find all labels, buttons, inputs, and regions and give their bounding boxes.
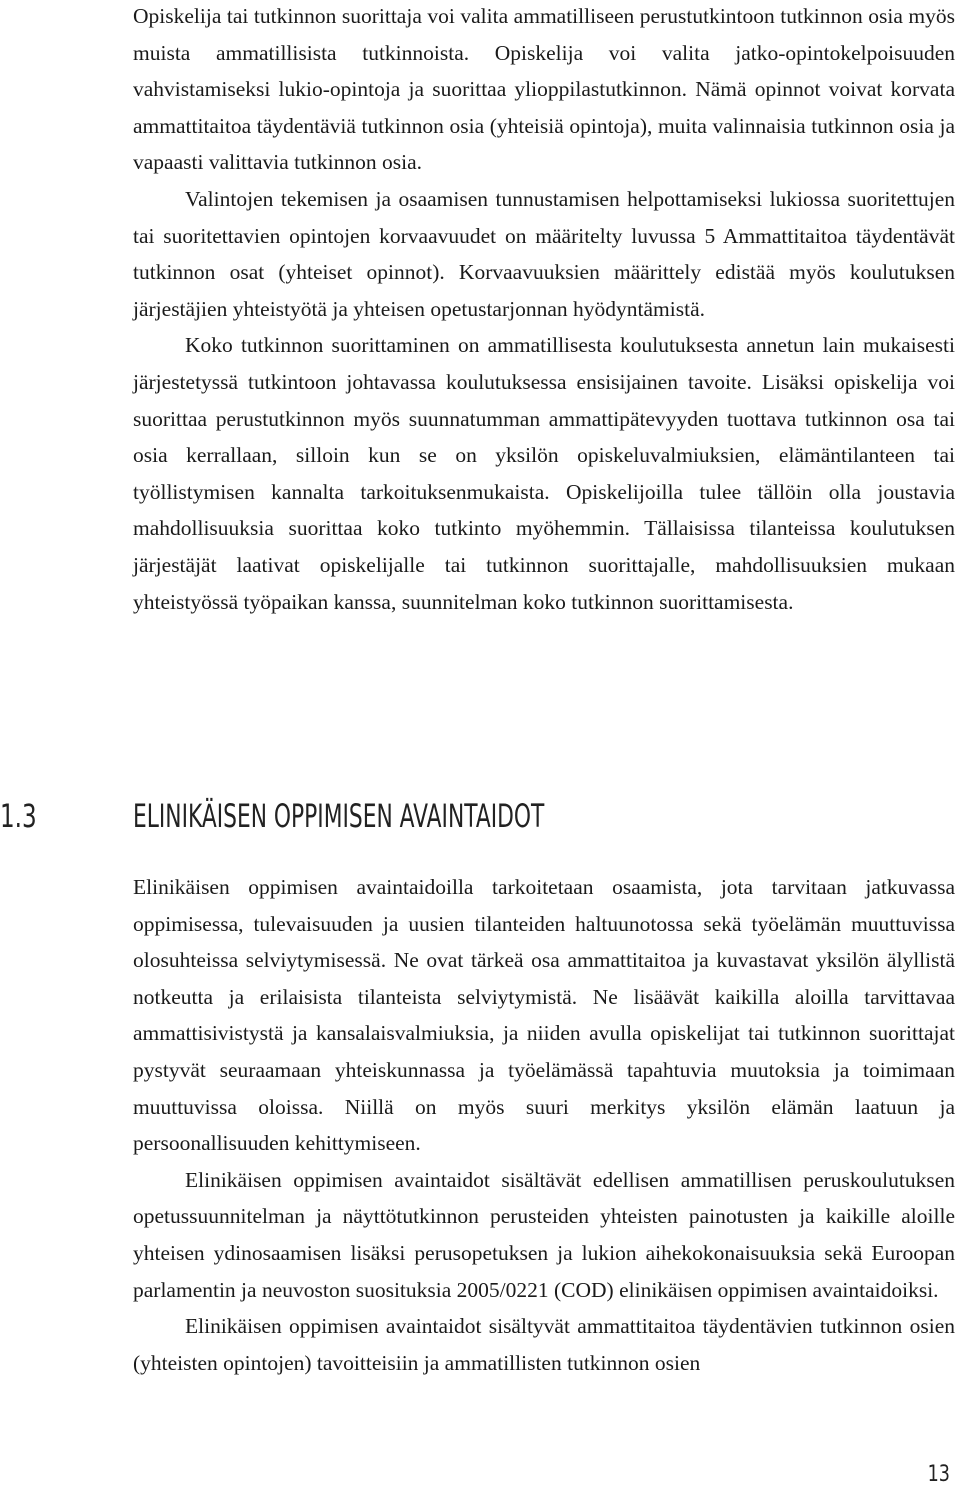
section-title: ELINIKÄISEN OPPIMISEN AVAINTAIDOT — [133, 797, 545, 835]
paragraph: Elinikäisen oppimisen avaintaidoilla tarkoitetaan osaamista, jota tarvitaan jatkuvassa oppimisessa, tulevaisuuden ja uusien tilanteiden haltuunotossa sekä työelämän muuttuvissa olosuhteissa selviytymisessä. Ne ovat tärkeä osa ammattitaitoa ja kuvastavat yksilön älyllistä notkeutta ja erilaisista tilanteista selviytymistä. Ne lisäävät kaikilla aloilla tarvittavaa ammattisivistystä ja kansalaisvalmiuksia, ja niiden avulla opiskelijat tai tutkinnon suorittajat pystyvät seuraamaan yhteiskunnassa ja työelämässä tapahtuvia muutoksia ja toimimaan muuttuvissa oloissa. Niillä on myös suuri merkitys yksilön elämän laatuun ja persoonallisuuden kehittymiseen. — [133, 875, 955, 1156]
paragraph: Elinikäisen oppimisen avaintaidot sisältyvät ammattitaitoa täydentävien tutkinnon osien (yhteisten opintojen) tavoitteisiin ja ammatillisten tutkinnon osien — [133, 1314, 955, 1375]
page-number: 13 — [927, 1462, 950, 1487]
body-text-section — [133, 869, 955, 1381]
paragraph: Valintojen tekemisen ja osaamisen tunnustamisen helpottamiseksi lukiossa suoritettujen tai suoritettavien opintojen korvaavuudet on määritelty luvussa 5 Ammattitaitoa täydentävät tutkinnon osat (yhteiset opinnot). Korvaavuuksien määrittely edistää myös koulutuksen järjestäjien yhteistyötä ja yhteisen opetustarjonnan hyödyntämistä. — [133, 186, 955, 321]
section-heading — [0, 791, 960, 841]
body-text-top — [133, 0, 955, 620]
paragraph: Elinikäisen oppimisen avaintaidot sisältävät edellisen ammatillisen peruskoulutuksen opetussuunnitelman ja näyttötutkinnon perusteiden yhteisten painotusten ja kaikille aloille yhteisen ydinosaamisen lisäksi perusopetuksen ja lukion aihekokonaisuuksia sekä Euroopan parlamentin ja neuvoston suosituksia 2005/0221 (COD) elinikäisen oppimisen avaintaidoiksi. — [133, 1167, 955, 1302]
paragraph: Opiskelija tai tutkinnon suorittaja voi valita ammatilliseen perustutkintoon tutkinnon osia myös muista ammatillisista tutkinnoista. Opiskelija voi valita jatko-opintokelpoisuuden vahvistamiseksi lukio-opintoja ja suorittaa ylioppilastutkinnon. Nämä opinnot voivat korvata ammattitaitoa täydentäviä tutkinnon osia (yhteisiä opintoja), muita valinnaisia tutkinnon osia ja vapaasti valittavia tutkinnon osia. — [133, 4, 955, 175]
section-number: 1.3 — [0, 797, 37, 835]
paragraph: Koko tutkinnon suorittaminen on ammatillisesta koulutuksesta annetun lain mukaisesti järjestetyssä tutkintoon johtavassa koulutuksessa ensisijainen tavoite. Lisäksi opiskelija voi suorittaa perustutkinnon myös suunnatumman ammattipätevyyden tuottava tutkinnon osa tai osia kerrallaan, silloin kun se on yksilön opiskeluvalmiuksien, elämäntilanteen tai työllistymisen kannalta tarkoituksenmukaista. Opiskelijoilla tulee tällöin olla joustavia mahdollisuuksia suorittaa koko tutkinto myöhemmin. Tällaisissa tilanteissa koulutuksen järjestäjät laativat opiskelijalle tai tutkinnon suorittajalle, mahdollisuuksien mukaan yhteistyössä työpaikan kanssa, suunnitelman koko tutkinnon suorittamisesta. — [133, 333, 955, 614]
